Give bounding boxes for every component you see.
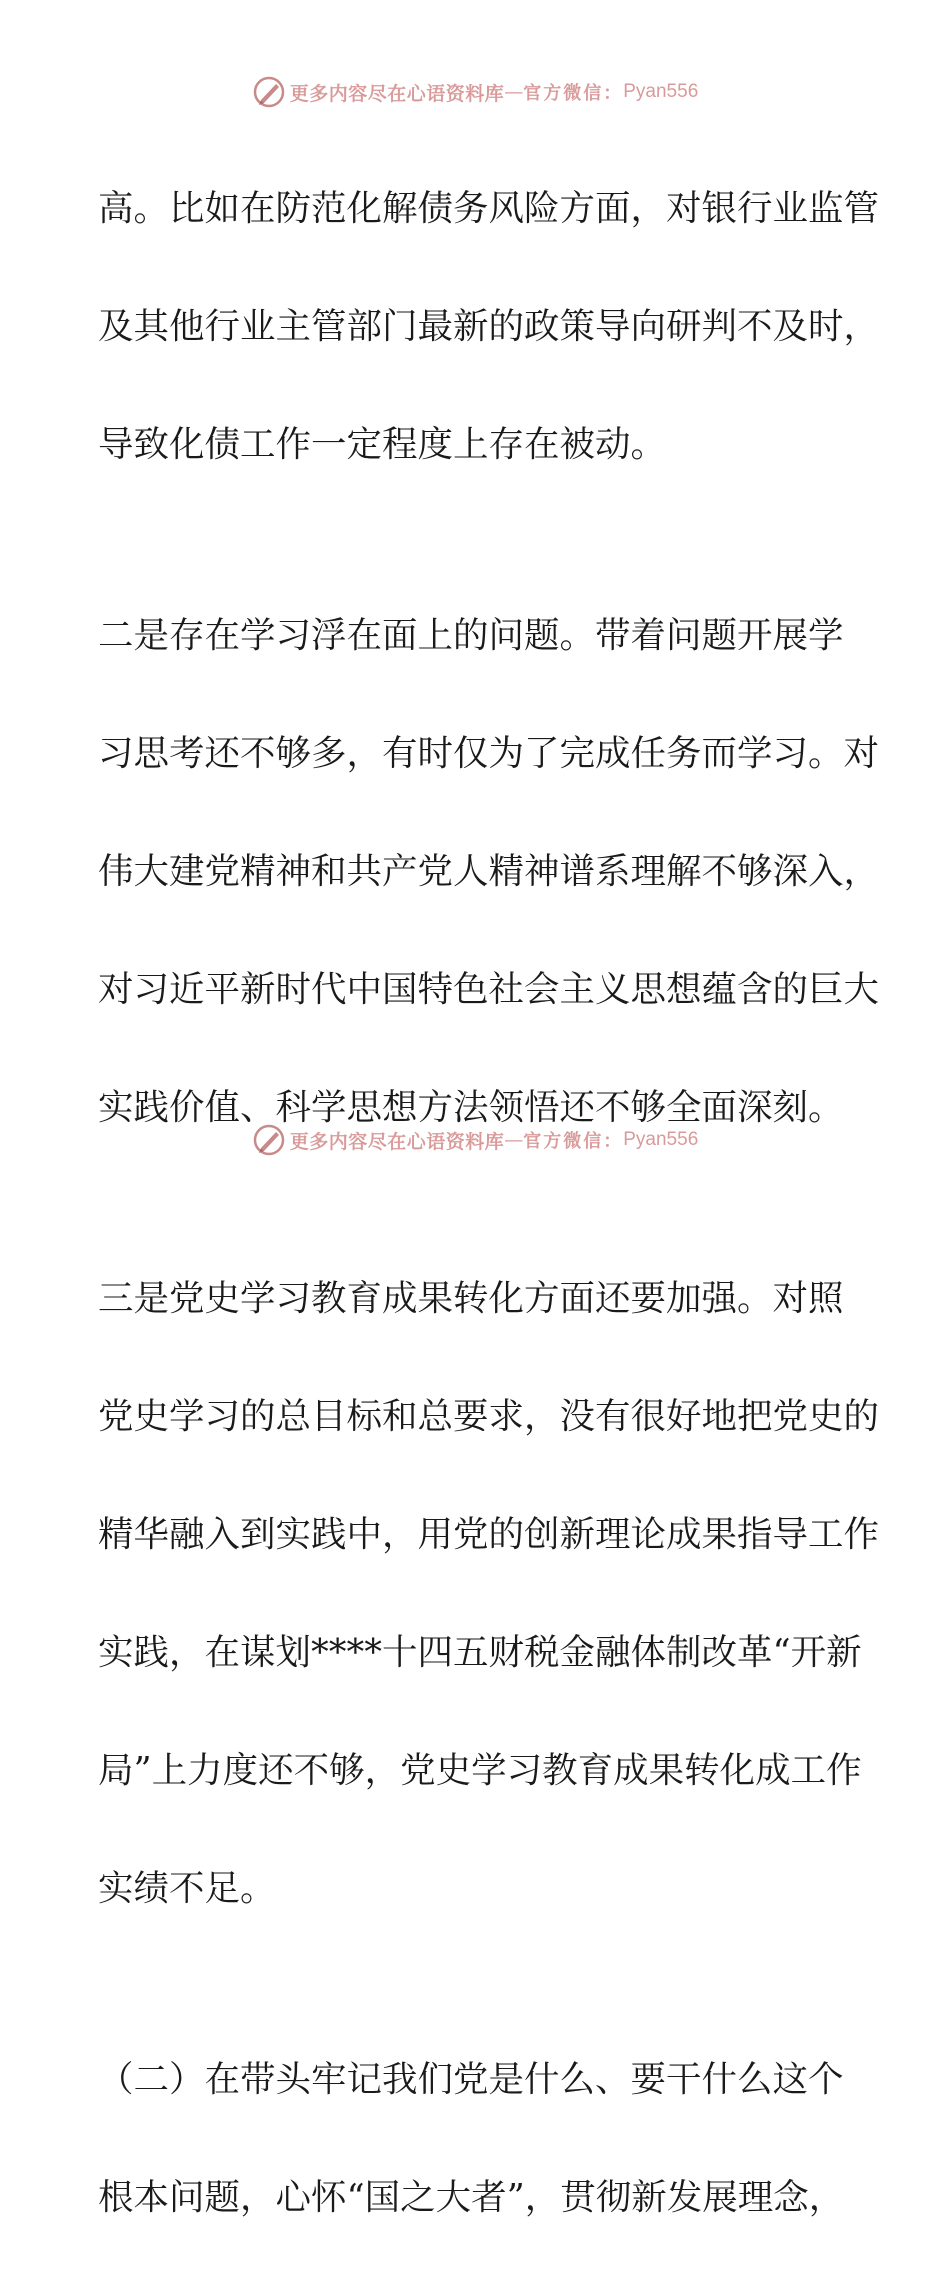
watermark-separator: — xyxy=(504,81,524,103)
text-line: 三是党史学习教育成果转化方面还要加强。对照 xyxy=(98,1278,844,1319)
watermark-separator: — xyxy=(504,1129,524,1151)
text-line: 及其他行业主管部门最新的政策导向研判不及时， xyxy=(98,306,880,347)
text-line: 导致化债工作一定程度上存在被动。 xyxy=(98,424,667,465)
text-line: 习思考还不够多，有时仅为了完成任务而学习。对 xyxy=(98,733,880,774)
watermark-wechat-id: Pyan556 xyxy=(623,81,699,102)
footer-watermark xyxy=(0,1120,950,1160)
paragraph xyxy=(98,1991,858,2286)
paragraph xyxy=(98,1210,880,1977)
text-line: 实践价值、科学思想方法领悟还不够全面深刻。 xyxy=(98,1087,844,1128)
paragraph xyxy=(98,120,880,533)
watermark-wechat-id: Pyan556 xyxy=(623,1129,699,1150)
watermark-text: 更多内容尽在心语资料库 xyxy=(289,1130,505,1153)
text-line: 二是存在学习浮在面上的问题。带着问题开展学 xyxy=(98,615,844,656)
pen-logo-icon xyxy=(252,1123,286,1157)
paragraph xyxy=(98,547,880,1196)
text-line: 根本问题，心怀“国之大者”，贯彻新发展理念， xyxy=(98,2177,845,2218)
text-line: 高。比如在防范化解债务风险方面，对银行业监管 xyxy=(98,188,880,229)
watermark-wechat-label: 官方微信： xyxy=(523,83,624,104)
text-line: 实绩不足。 xyxy=(98,1868,276,1909)
text-line: 伟大建党精神和共产党人精神谱系理解不够深入， xyxy=(98,851,880,892)
watermark-text: 更多内容尽在心语资料库 xyxy=(289,82,505,105)
watermark-wechat-label: 官方微信： xyxy=(523,1131,624,1152)
header-watermark xyxy=(0,72,950,112)
document-body xyxy=(98,120,880,2286)
text-line: 实践，在谋划****十四五财税金融体制改革“开新 xyxy=(98,1632,862,1673)
text-line: 党史学习的总目标和总要求，没有很好地把党史的 xyxy=(98,1396,880,1437)
text-line: （二）在带头牢记我们党是什么、要干什么这个 xyxy=(98,2059,844,2100)
pen-logo-icon xyxy=(252,75,286,109)
text-line: 精华融入到实践中，用党的创新理论成果指导工作 xyxy=(98,1514,880,1555)
text-line: 对习近平新时代中国特色社会主义思想蕴含的巨大 xyxy=(98,969,880,1010)
text-line: 局”上力度还不够，党史学习教育成果转化成工作 xyxy=(98,1750,862,1791)
